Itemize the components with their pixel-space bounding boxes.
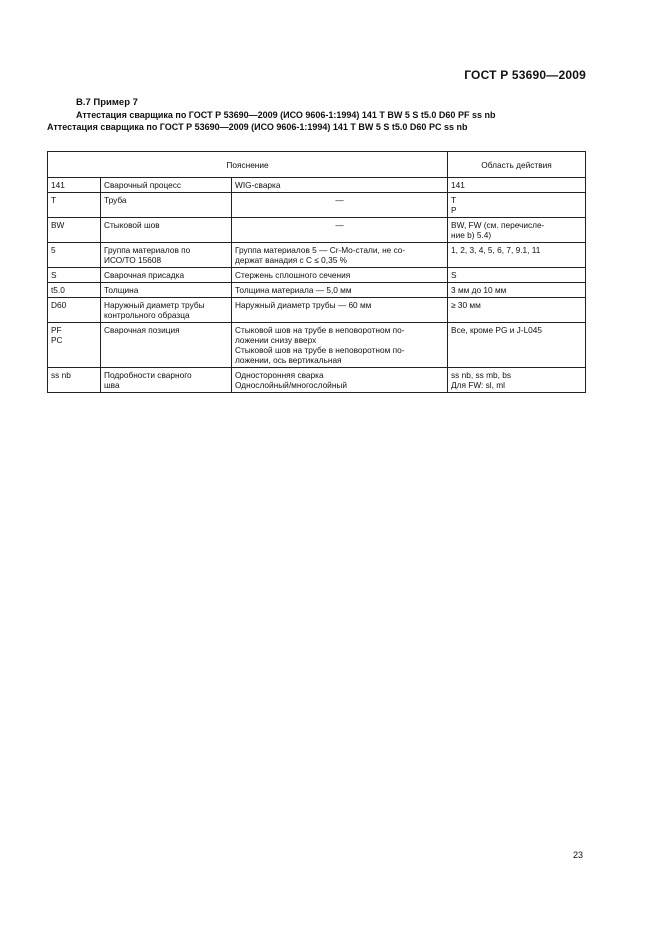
cell-name: Толщина	[101, 283, 232, 298]
cell-name: Подробности сварного шва	[101, 368, 232, 393]
cell-scope: BW, FW (см. перечисле- ние b) 5.4)	[448, 218, 586, 243]
cell-detail: —	[232, 193, 448, 218]
cell-scope: ≥ 30 мм	[448, 298, 586, 323]
table-row	[48, 218, 586, 243]
table-row	[48, 298, 586, 323]
table-row	[48, 323, 586, 368]
cell-code: 5	[48, 243, 101, 268]
cell-detail: Наружный диаметр трубы — 60 мм	[232, 298, 448, 323]
cell-detail: Толщина материала — 5,0 мм	[232, 283, 448, 298]
table-row	[48, 268, 586, 283]
cell-detail: Стержень сплошного сечения	[232, 268, 448, 283]
page-number: 23	[573, 850, 584, 860]
cell-code: t5.0	[48, 283, 101, 298]
cell-code: S	[48, 268, 101, 283]
cell-code: 141	[48, 178, 101, 193]
cell-scope: T P	[448, 193, 586, 218]
cell-name: Стыковой шов	[101, 218, 232, 243]
cell-code: T	[48, 193, 101, 218]
certification-line-2: Аттестация сварщика по ГОСТ Р 53690—2009 (ИСО 9606-1:1994) 141 T BW 5 S t5.0 D60 PC ss nb	[47, 122, 468, 132]
table-header-row	[48, 152, 586, 178]
cell-detail: Односторонняя сварка Однослойный/многослойный	[232, 368, 448, 393]
header-scope: Область действия	[448, 152, 586, 178]
cell-code: D60	[48, 298, 101, 323]
cell-name: Сварочная позиция	[101, 323, 232, 368]
cell-detail: —	[232, 218, 448, 243]
cell-scope: 1, 2, 3, 4, 5, 6, 7, 9.1, 11	[448, 243, 586, 268]
table-row	[48, 178, 586, 193]
cell-name: Наружный диаметр трубы контрольного образца	[101, 298, 232, 323]
document-standard-code: ГОСТ Р 53690—2009	[464, 68, 586, 82]
cell-scope: S	[448, 268, 586, 283]
table-row	[48, 193, 586, 218]
cell-scope: 141	[448, 178, 586, 193]
cell-detail: Группа материалов 5 — Cr-Mo-стали, не со- держат ванадия с С ≤ 0,35 %	[232, 243, 448, 268]
certification-line-1: Аттестация сварщика по ГОСТ Р 53690—2009 (ИСО 9606-1:1994) 141 T BW 5 S t5.0 D60 PF ss nb	[76, 110, 496, 120]
table-row	[48, 368, 586, 393]
header-explanation: Пояснение	[48, 152, 448, 178]
cell-name: Сварочный процесс	[101, 178, 232, 193]
cell-scope: ss nb, ss mb, bs Для FW: sl, ml	[448, 368, 586, 393]
table-row	[48, 243, 586, 268]
designation-table	[47, 151, 586, 393]
cell-detail: Стыковой шов на трубе в неповоротном по- ложении снизу вверх Стыковой шов на трубе в неповоротном по- ложении, ось вертикальная	[232, 323, 448, 368]
cell-name: Сварочная присадка	[101, 268, 232, 283]
table-row	[48, 283, 586, 298]
cell-scope: 3 мм до 10 мм	[448, 283, 586, 298]
cell-code: BW	[48, 218, 101, 243]
section-title: В.7 Пример 7	[76, 97, 138, 108]
cell-detail: WIG-сварка	[232, 178, 448, 193]
cell-name: Труба	[101, 193, 232, 218]
cell-scope: Все, кроме PG и J-L045	[448, 323, 586, 368]
cell-code: PF PC	[48, 323, 101, 368]
table-body	[48, 178, 586, 393]
cell-code: ss nb	[48, 368, 101, 393]
cell-name: Группа материалов по ИСО/ТО 15608	[101, 243, 232, 268]
